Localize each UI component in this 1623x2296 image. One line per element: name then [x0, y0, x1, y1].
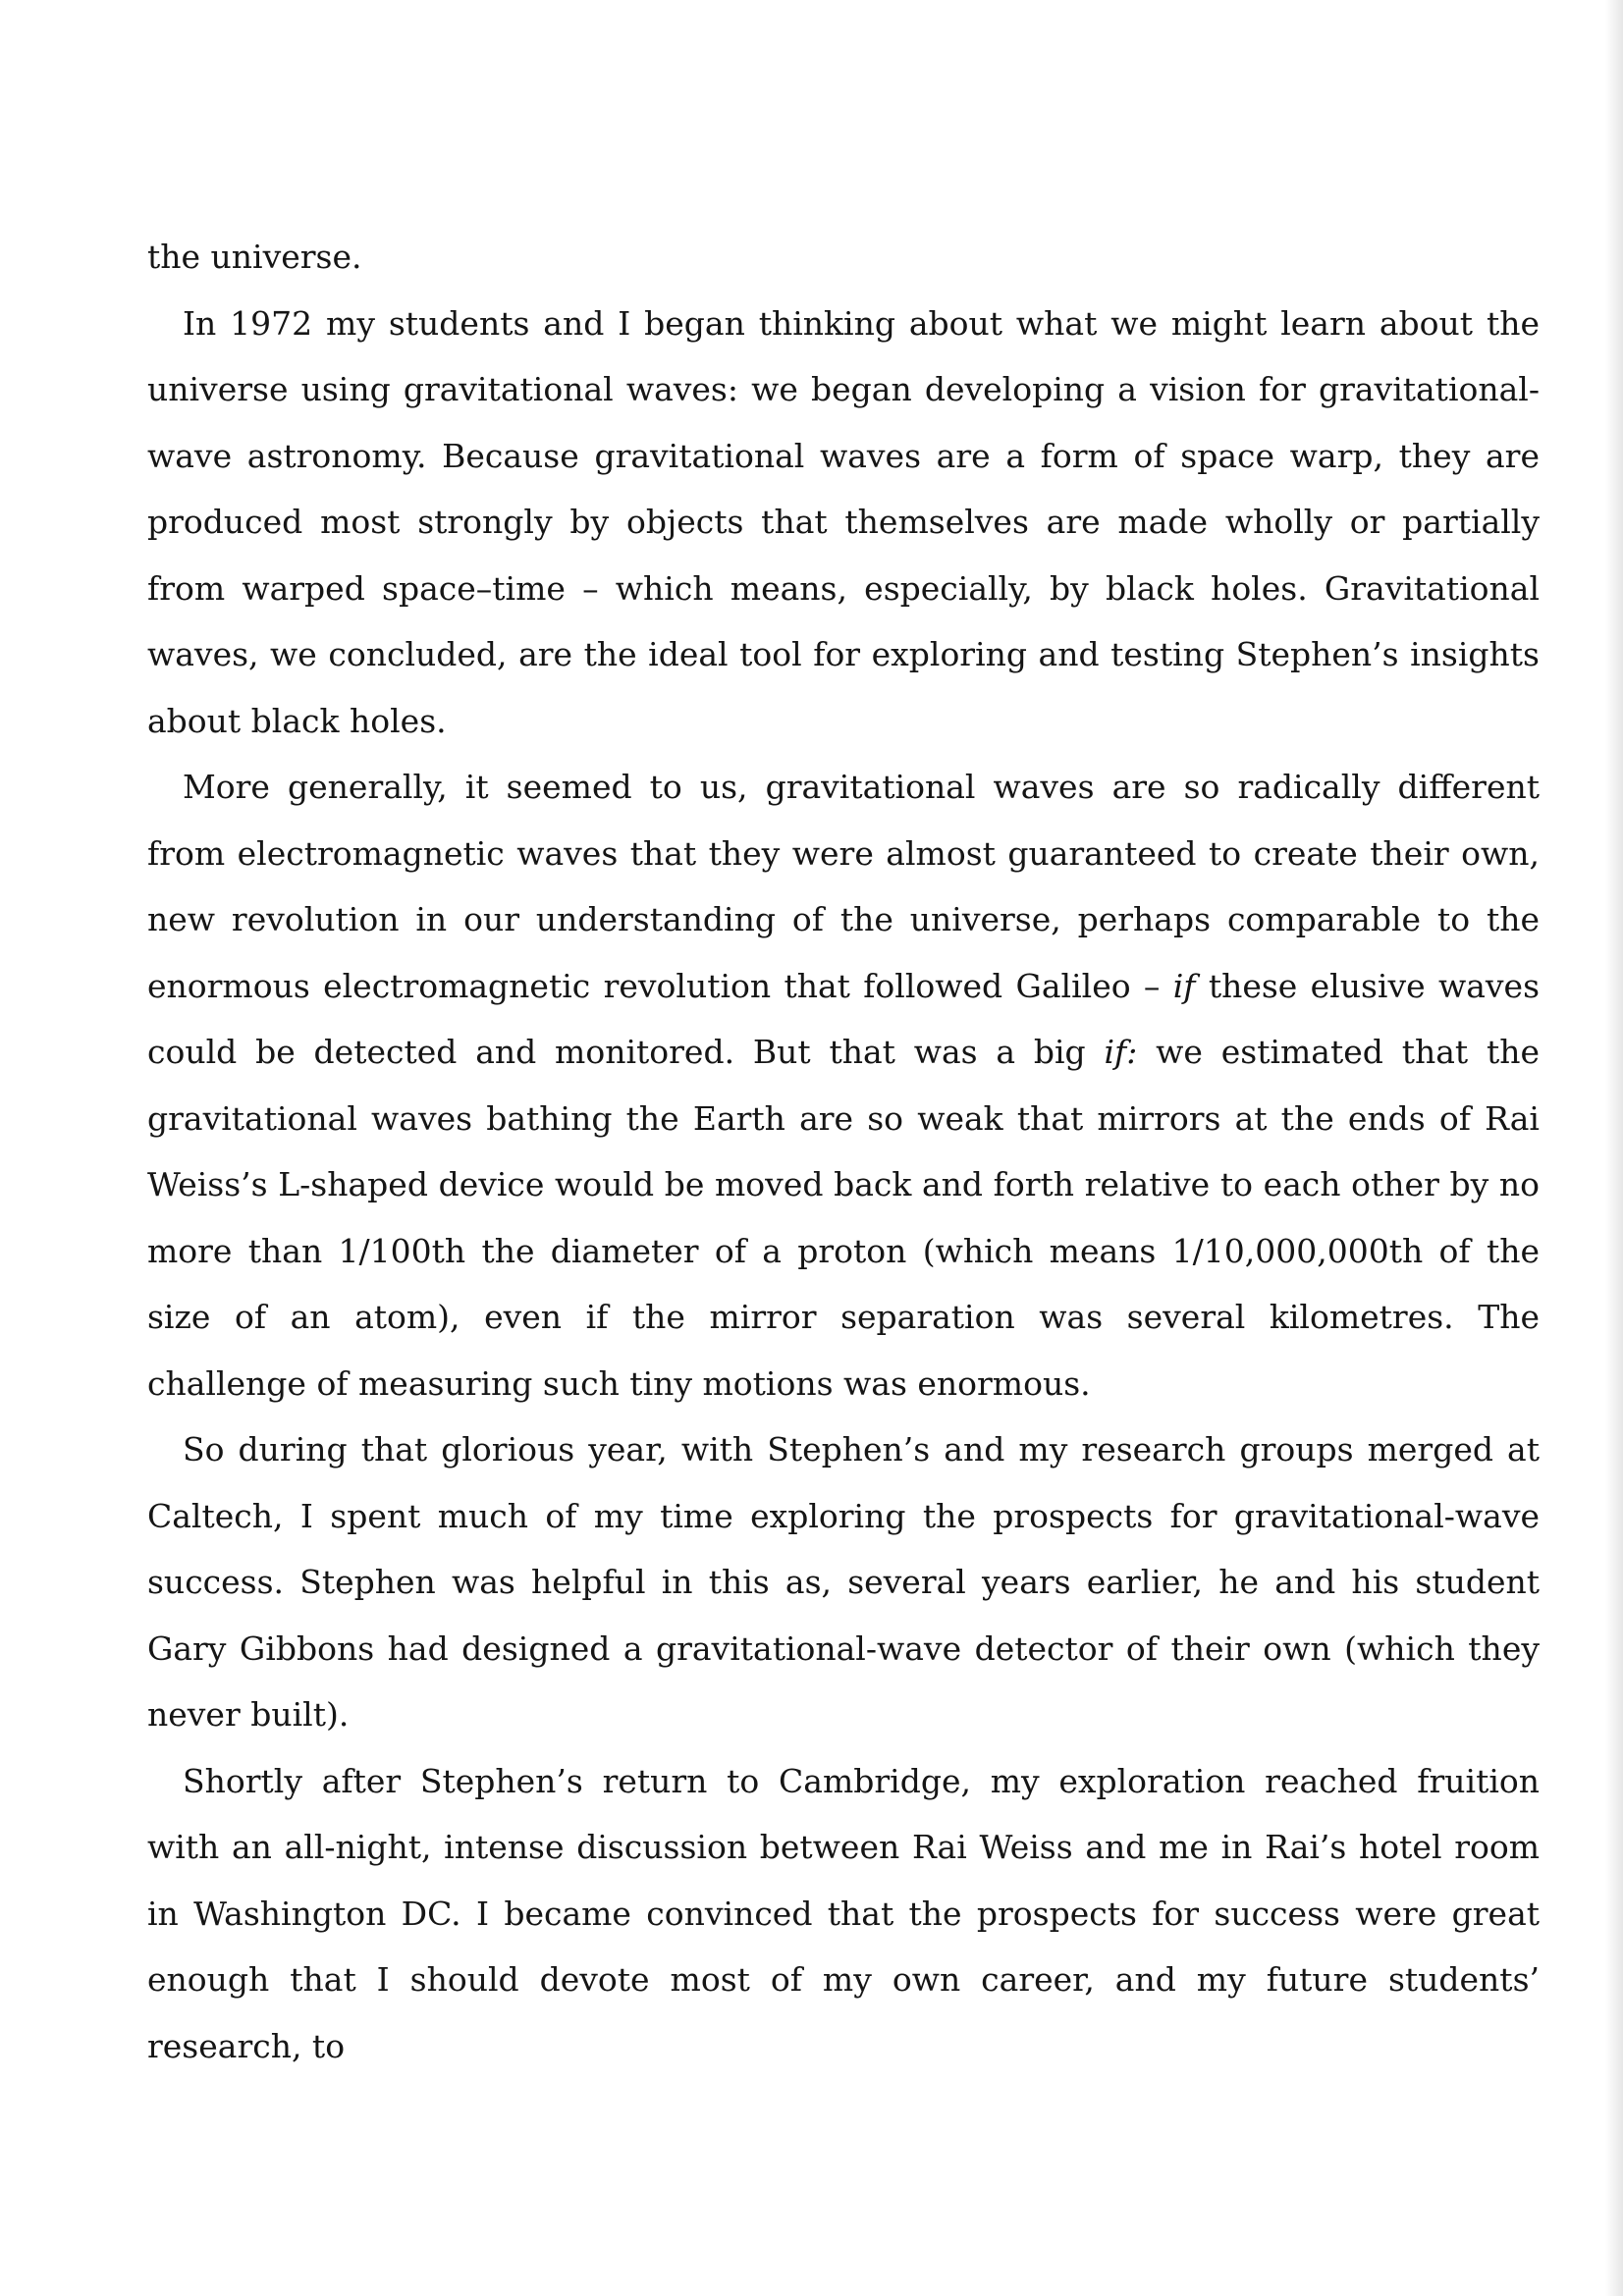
text-run: In 1972 my students and I began thinking about what we might learn about the universe using gravitational waves: we began developing a vision for gravitational-wave astronomy. Because gravitational waves are a form of space warp, they are produced most strongly by objects that themselves are made wholly or partially from warped space–time – which means, especially, by black holes. Gravitational waves, we concluded, are the ideal tool for exploring and testing Stephen’s insights about black holes.: [147, 303, 1540, 740]
paragraph: [147, 291, 1540, 755]
italic-text-run: if: [1172, 966, 1196, 1005]
text-run: we estimated that the gravitational waves bathing the Earth are so weak that mirrors at the ends of Rai Weiss’s L-shaped device would be moved back and forth relative to each other by no more than 1/100th the diameter of a proton (which means 1/10,000,000th of the size of an atom), even if the mirror separation was several kilometres. The challenge of measuring such tiny motions was enormous.: [147, 1033, 1540, 1403]
body-text: [147, 224, 1540, 2079]
paragraph: [147, 224, 1540, 291]
italic-text-run: if:: [1104, 1033, 1138, 1071]
text-run: So during that glorious year, with Stephen’s and my research groups merged at Caltech, I spent much of my time exploring the prospects for gravitational-wave success. Stephen was helpful in this as, several years earlier, he and his student Gary Gibbons had designed a gravitational-wave detector of their own (which they never built).: [147, 1430, 1540, 1734]
page-edge-shadow: [1605, 0, 1623, 2296]
text-run: these elusive waves could be detected and monitored. But that was a big: [147, 966, 1540, 1071]
paragraph: [147, 1748, 1540, 2080]
paragraph: [147, 754, 1540, 1416]
text-run: the universe.: [147, 238, 362, 276]
paragraph: [147, 1416, 1540, 1748]
text-run: Shortly after Stephen’s return to Cambridge, my exploration reached fruition with an all-night, intense discussion between Rai Weiss and me in Rai’s hotel room in Washington DC. I became convinced that the prospects for success were great enough that I should devote most of my own career, and my future students’ research, to: [147, 1761, 1540, 2065]
text-run: More generally, it seemed to us, gravitational waves are so radically different from electromagnetic waves that they were almost guaranteed to create their own, new revolution in our understanding of the universe, perhaps comparable to the enormous electromagnetic revolution that followed Galileo –: [147, 768, 1540, 1005]
